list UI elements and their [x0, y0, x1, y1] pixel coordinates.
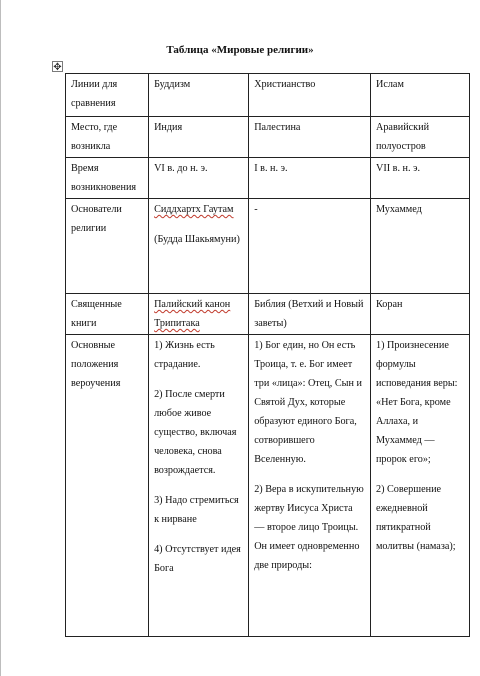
doctrine-item: 1) Жизнь есть страдание.: [154, 340, 215, 370]
cell-time-islam: VII в. н. э.: [370, 158, 469, 199]
row-label-founders: Основатели религии: [66, 199, 149, 294]
doctrine-item: 2) Вера в искупительную жертву Иисуса Христа — второе лицо Троицы. Он имеет одновременно две природы:: [254, 484, 364, 571]
cell-place-islam: Аравийский полуостров: [370, 117, 469, 158]
doctrine-item: 1) Бог един, но Он есть Троица, т. е. Бог имеет три «лица»: Отец, Сын и Святой Дух, которые образуют единого Бога, сотворившего Вселенную.: [254, 340, 362, 465]
cell-books-islam: Коран: [370, 294, 469, 335]
founder-name-text: Сиддхартх Гаутам: [154, 204, 234, 215]
header-christianity-cell: Христианство: [249, 74, 371, 117]
cell-doctrine-christianity: [249, 335, 371, 637]
cell-doctrine-islam: [370, 335, 469, 637]
page-edge: [0, 0, 1, 676]
move-cross-icon[interactable]: ✥: [53, 62, 62, 73]
table-row: [66, 199, 470, 294]
religions-table: [65, 73, 470, 637]
cell-founders-buddhism: [149, 199, 249, 294]
cell-place-buddhism: Индия: [149, 117, 249, 158]
header-islam-cell: Ислам: [370, 74, 469, 117]
doctrine-item: 2) После смерти любое живое существо, включая человека, снова возрождается.: [154, 389, 237, 476]
cell-books-buddhism: [149, 294, 249, 335]
books-buddhism-text: Палийский канон Трипитака: [154, 299, 231, 329]
table-row: [66, 117, 470, 158]
page-title: Таблица «Мировые религии»: [166, 44, 314, 56]
table-header-row: [66, 74, 470, 117]
table-row: [66, 335, 470, 637]
doctrine-item: 1) Произнесение формулы исповедания веры: «Нет Бога, кроме Аллаха, и Мухаммед — пророк его»;: [375, 340, 458, 465]
cell-founders-christianity: -: [249, 199, 371, 294]
cell-time-buddhism: VI в. до н. э.: [149, 158, 249, 199]
doctrine-item: 2) Совершение ежедневной пятикратной молитвы (намаза);: [375, 484, 456, 552]
row-label-time: Время возникновения: [66, 158, 149, 199]
cell-founders-islam: Мухаммед: [370, 199, 469, 294]
row-label-doctrine: Основные положения вероучения: [66, 335, 149, 637]
founder-alt-name-text: (Будда Шакьямуни): [154, 234, 240, 245]
row-label-books: Священные книги: [66, 294, 149, 335]
cell-place-christianity: Палестина: [249, 117, 371, 158]
table-row: [66, 158, 470, 199]
header-comparison-cell: Линии для сравнения: [66, 74, 149, 117]
doctrine-item: 3) Надо стремиться к нирване: [154, 495, 239, 525]
table-row: [66, 294, 470, 335]
header-buddhism-cell: Буддизм: [149, 74, 249, 117]
cell-time-christianity: I в. н. э.: [249, 158, 371, 199]
cell-doctrine-buddhism: [149, 335, 249, 637]
cell-books-christianity: Библия (Ветхий и Новый заветы): [249, 294, 371, 335]
doctrine-item: 4) Отсутствует идея Бога: [154, 544, 241, 574]
row-label-place: Место, где возникла: [66, 117, 149, 158]
